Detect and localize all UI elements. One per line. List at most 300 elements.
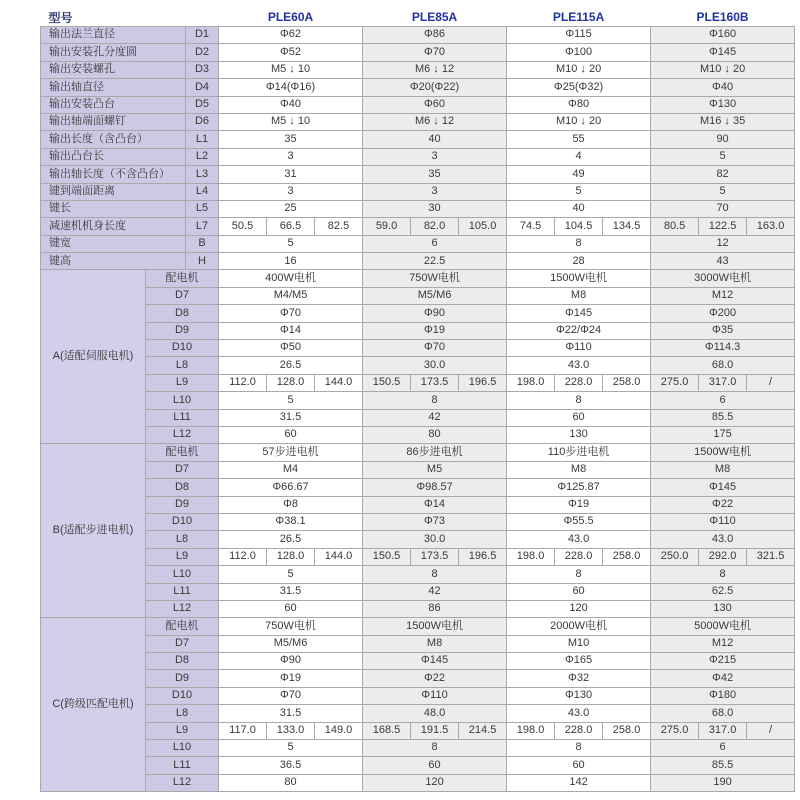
value-cell: Φ145 [507, 305, 651, 322]
value-cell: 85.5 [651, 409, 795, 426]
value-cell: 173.5 [411, 374, 459, 391]
value-cell: 750W电机 [363, 270, 507, 287]
value-cell: M8 [651, 461, 795, 478]
value-cell: 35 [219, 131, 363, 148]
value-cell: 8 [363, 740, 507, 757]
value-cell: 60 [219, 426, 363, 443]
table-row [41, 235, 795, 252]
value-cell: 258.0 [603, 374, 651, 391]
value-cell: Φ90 [219, 653, 363, 670]
value-cell: 5 [219, 740, 363, 757]
row-code: L8 [146, 357, 219, 374]
row-code: L9 [146, 548, 219, 565]
value-cell: 4 [507, 148, 651, 165]
value-cell: Φ70 [363, 340, 507, 357]
value-cell: M10 ↓ 20 [507, 61, 651, 78]
value-cell: 191.5 [411, 722, 459, 739]
row-code: L7 [186, 218, 219, 235]
table-row [41, 79, 795, 96]
value-cell: 62.5 [651, 583, 795, 600]
value-cell: 70 [651, 200, 795, 217]
table-row [41, 444, 795, 461]
value-cell: Φ130 [651, 96, 795, 113]
value-cell: 31 [219, 166, 363, 183]
value-cell: 228.0 [555, 548, 603, 565]
value-cell: 120 [363, 774, 507, 791]
value-cell: M12 [651, 287, 795, 304]
row-code: L4 [186, 183, 219, 200]
row-code: L10 [146, 740, 219, 757]
value-cell: 198.0 [507, 548, 555, 565]
value-cell: Φ22 [363, 670, 507, 687]
table-row [41, 670, 795, 687]
value-cell: 40 [363, 131, 507, 148]
table-row [41, 27, 795, 44]
table-row [41, 148, 795, 165]
value-cell: 2000W电机 [507, 618, 651, 635]
value-cell: 68.0 [651, 357, 795, 374]
value-cell: Φ145 [651, 479, 795, 496]
table-row [41, 722, 795, 739]
value-cell: Φ14(Φ16) [219, 79, 363, 96]
value-cell: 144.0 [315, 374, 363, 391]
row-code: D10 [146, 687, 219, 704]
value-cell: 250.0 [651, 548, 699, 565]
value-cell: 8 [507, 235, 651, 252]
value-cell: M8 [507, 287, 651, 304]
value-cell: 133.0 [267, 722, 315, 739]
row-label: 输出凸台长 [41, 148, 186, 165]
row-code: L2 [186, 148, 219, 165]
value-cell: Φ130 [507, 687, 651, 704]
table-row [41, 61, 795, 78]
table-row [41, 322, 795, 339]
value-cell: 275.0 [651, 722, 699, 739]
section-label: C(跨级匹配电机) [41, 618, 146, 792]
value-cell: 35 [363, 166, 507, 183]
table-row [41, 513, 795, 530]
table-row [41, 757, 795, 774]
value-cell: 400W电机 [219, 270, 363, 287]
value-cell: 8 [507, 566, 651, 583]
value-cell: Φ200 [651, 305, 795, 322]
value-cell: 8 [363, 566, 507, 583]
value-cell: 317.0 [699, 722, 747, 739]
table-row [41, 461, 795, 478]
spec-table-body [41, 27, 795, 792]
value-cell: M5/M6 [363, 287, 507, 304]
section-label: A(适配伺服电机) [41, 270, 146, 444]
value-cell: M6 ↓ 12 [363, 61, 507, 78]
row-code: L5 [186, 200, 219, 217]
value-cell: Φ110 [507, 340, 651, 357]
value-cell: 36.5 [219, 757, 363, 774]
value-cell: Φ110 [651, 513, 795, 530]
row-code: D2 [186, 44, 219, 61]
row-code: L12 [146, 426, 219, 443]
value-cell: 1500W电机 [507, 270, 651, 287]
value-cell: Φ70 [363, 44, 507, 61]
value-cell: M4 [219, 461, 363, 478]
value-cell: 82 [651, 166, 795, 183]
value-cell: Φ40 [219, 96, 363, 113]
value-cell: M6 ↓ 12 [363, 113, 507, 130]
value-cell: M8 [363, 635, 507, 652]
table-row [41, 600, 795, 617]
row-code: D9 [146, 322, 219, 339]
value-cell: 134.5 [603, 218, 651, 235]
value-cell: 30.0 [363, 531, 507, 548]
row-code: L8 [146, 531, 219, 548]
row-code: L9 [146, 722, 219, 739]
value-cell: M10 ↓ 20 [651, 61, 795, 78]
row-code: B [186, 235, 219, 252]
value-cell: 196.5 [459, 548, 507, 565]
value-cell: 5 [219, 235, 363, 252]
value-cell: 60 [219, 600, 363, 617]
value-cell: Φ66.67 [219, 479, 363, 496]
value-cell: M16 ↓ 35 [651, 113, 795, 130]
model-header-ple115a: PLE115A [507, 8, 651, 27]
value-cell: M5 ↓ 10 [219, 113, 363, 130]
value-cell: 31.5 [219, 409, 363, 426]
row-code: 配电机 [146, 270, 219, 287]
value-cell: 74.5 [507, 218, 555, 235]
value-cell: 1500W电机 [651, 444, 795, 461]
row-code: D10 [146, 340, 219, 357]
value-cell: 28 [507, 253, 651, 270]
value-cell: 142 [507, 774, 651, 791]
value-cell: 43.0 [651, 531, 795, 548]
value-cell: Φ215 [651, 653, 795, 670]
value-cell: Φ40 [651, 79, 795, 96]
value-cell: 31.5 [219, 705, 363, 722]
section-label: B(适配步进电机) [41, 444, 146, 618]
value-cell: Φ60 [363, 96, 507, 113]
value-cell: 321.5 [747, 548, 795, 565]
value-cell: Φ145 [651, 44, 795, 61]
row-code: D8 [146, 479, 219, 496]
value-cell: 8 [651, 566, 795, 583]
value-cell: M5 [363, 461, 507, 478]
value-cell: Φ14 [219, 322, 363, 339]
value-cell: Φ32 [507, 670, 651, 687]
table-row [41, 44, 795, 61]
value-cell: 5 [507, 183, 651, 200]
value-cell: Φ35 [651, 322, 795, 339]
table-row [41, 218, 795, 235]
row-code: L9 [146, 374, 219, 391]
value-cell: 86步进电机 [363, 444, 507, 461]
row-code: D7 [146, 287, 219, 304]
value-cell: 86 [363, 600, 507, 617]
value-cell: 43.0 [507, 531, 651, 548]
value-cell: 5 [651, 148, 795, 165]
table-row [41, 653, 795, 670]
value-cell: 43 [651, 253, 795, 270]
value-cell: 80 [219, 774, 363, 791]
value-cell: 214.5 [459, 722, 507, 739]
value-cell: 82.5 [315, 218, 363, 235]
value-cell: 60 [363, 757, 507, 774]
value-cell: 42 [363, 583, 507, 600]
value-cell: M12 [651, 635, 795, 652]
value-cell: 175 [651, 426, 795, 443]
value-cell: 42 [363, 409, 507, 426]
value-cell: 60 [507, 409, 651, 426]
value-cell: 25 [219, 200, 363, 217]
row-code: L11 [146, 583, 219, 600]
value-cell: Φ115 [507, 27, 651, 44]
row-code: L12 [146, 600, 219, 617]
value-cell: 40 [507, 200, 651, 217]
value-cell: Φ62 [219, 27, 363, 44]
value-cell: 60 [507, 583, 651, 600]
row-code: D8 [146, 653, 219, 670]
row-label: 输出轴长度（不含凸台） [41, 166, 186, 183]
row-code: D1 [186, 27, 219, 44]
value-cell: 258.0 [603, 722, 651, 739]
value-cell: Φ22/Φ24 [507, 322, 651, 339]
value-cell: Φ19 [507, 496, 651, 513]
value-cell: Φ70 [219, 687, 363, 704]
value-cell: 150.5 [363, 548, 411, 565]
value-cell: Φ165 [507, 653, 651, 670]
value-cell: Φ14 [363, 496, 507, 513]
table-row [41, 740, 795, 757]
row-code: 配电机 [146, 444, 219, 461]
value-cell: 6 [651, 392, 795, 409]
row-code: D6 [186, 113, 219, 130]
row-code: D5 [186, 96, 219, 113]
value-cell: 90 [651, 131, 795, 148]
row-label: 输出安装凸台 [41, 96, 186, 113]
value-cell: Φ50 [219, 340, 363, 357]
value-cell: 6 [363, 235, 507, 252]
value-cell: 5000W电机 [651, 618, 795, 635]
value-cell: 31.5 [219, 583, 363, 600]
value-cell: 3 [219, 148, 363, 165]
value-cell: 16 [219, 253, 363, 270]
value-cell: 292.0 [699, 548, 747, 565]
value-cell: M8 [507, 461, 651, 478]
value-cell: 3000W电机 [651, 270, 795, 287]
table-row [41, 409, 795, 426]
value-cell: 5 [651, 183, 795, 200]
row-code: D9 [146, 670, 219, 687]
value-cell: Φ80 [507, 96, 651, 113]
value-cell: 3 [219, 183, 363, 200]
value-cell: Φ25(Φ32) [507, 79, 651, 96]
row-code: L8 [146, 705, 219, 722]
row-code: D7 [146, 635, 219, 652]
value-cell: 149.0 [315, 722, 363, 739]
value-cell: 3 [363, 183, 507, 200]
value-cell: Φ125.87 [507, 479, 651, 496]
table-row [41, 531, 795, 548]
value-cell: 168.5 [363, 722, 411, 739]
value-cell: 8 [363, 392, 507, 409]
value-cell: 26.5 [219, 531, 363, 548]
value-cell: 8 [507, 740, 651, 757]
row-label: 输出安装孔分度圆 [41, 44, 186, 61]
value-cell: Φ86 [363, 27, 507, 44]
row-code: L10 [146, 566, 219, 583]
row-label: 输出法兰直径 [41, 27, 186, 44]
value-cell: M4/M5 [219, 287, 363, 304]
table-row [41, 548, 795, 565]
row-code: L3 [186, 166, 219, 183]
value-cell: 66.5 [267, 218, 315, 235]
value-cell: 750W电机 [219, 618, 363, 635]
value-cell: Φ73 [363, 513, 507, 530]
value-cell: Φ180 [651, 687, 795, 704]
value-cell: 82.0 [411, 218, 459, 235]
table-row [41, 113, 795, 130]
table-row [41, 340, 795, 357]
value-cell: Φ52 [219, 44, 363, 61]
value-cell: 1500W电机 [363, 618, 507, 635]
value-cell: Φ42 [651, 670, 795, 687]
value-cell: 150.5 [363, 374, 411, 391]
row-label: 输出轴直径 [41, 79, 186, 96]
value-cell: 144.0 [315, 548, 363, 565]
table-row [41, 479, 795, 496]
row-label: 输出轴端面螺钉 [41, 113, 186, 130]
value-cell: 228.0 [555, 374, 603, 391]
value-cell: 85.5 [651, 757, 795, 774]
value-cell: 43.0 [507, 705, 651, 722]
value-cell: 317.0 [699, 374, 747, 391]
value-cell: 105.0 [459, 218, 507, 235]
value-cell: 6 [651, 740, 795, 757]
model-header-ple85a: PLE85A [363, 8, 507, 27]
value-cell: 112.0 [219, 548, 267, 565]
value-cell: 48.0 [363, 705, 507, 722]
row-label: 键高 [41, 253, 186, 270]
value-cell: 198.0 [507, 722, 555, 739]
value-cell: 130 [651, 600, 795, 617]
table-row [41, 566, 795, 583]
page [40, 8, 795, 792]
table-row [41, 774, 795, 791]
value-cell: 30 [363, 200, 507, 217]
table-row [41, 583, 795, 600]
model-header-ple160b: PLE160B [651, 8, 795, 27]
value-cell: 198.0 [507, 374, 555, 391]
value-cell: 3 [363, 148, 507, 165]
value-cell: 60 [507, 757, 651, 774]
row-code: H [186, 253, 219, 270]
value-cell: 49 [507, 166, 651, 183]
value-cell: 110步进电机 [507, 444, 651, 461]
value-cell: 80.5 [651, 218, 699, 235]
row-code: L1 [186, 131, 219, 148]
value-cell: 12 [651, 235, 795, 252]
model-header-ple60a: PLE60A [219, 8, 363, 27]
value-cell: / [747, 374, 795, 391]
value-cell: Φ8 [219, 496, 363, 513]
value-cell: 5 [219, 566, 363, 583]
table-row [41, 305, 795, 322]
table-row [41, 687, 795, 704]
row-label: 键宽 [41, 235, 186, 252]
value-cell: 130 [507, 426, 651, 443]
value-cell: 173.5 [411, 548, 459, 565]
value-cell: 128.0 [267, 374, 315, 391]
table-row [41, 705, 795, 722]
table-row [41, 496, 795, 513]
value-cell: 228.0 [555, 722, 603, 739]
value-cell: 258.0 [603, 548, 651, 565]
value-cell: 22.5 [363, 253, 507, 270]
value-cell: Φ19 [219, 670, 363, 687]
value-cell: 275.0 [651, 374, 699, 391]
row-label: 键到端面距离 [41, 183, 186, 200]
value-cell: 59.0 [363, 218, 411, 235]
value-cell: 120 [507, 600, 651, 617]
value-cell: 190 [651, 774, 795, 791]
value-cell: 112.0 [219, 374, 267, 391]
value-cell: 122.5 [699, 218, 747, 235]
table-row [41, 270, 795, 287]
value-cell: Φ110 [363, 687, 507, 704]
table-row [41, 166, 795, 183]
value-cell: Φ90 [363, 305, 507, 322]
table-row [41, 287, 795, 304]
table-row [41, 357, 795, 374]
value-cell: 163.0 [747, 218, 795, 235]
value-cell: M10 ↓ 20 [507, 113, 651, 130]
value-cell: M10 [507, 635, 651, 652]
value-cell: Φ38.1 [219, 513, 363, 530]
value-cell: / [747, 722, 795, 739]
value-cell: 80 [363, 426, 507, 443]
value-cell: 30.0 [363, 357, 507, 374]
row-code: D4 [186, 79, 219, 96]
row-label: 输出安装螺孔 [41, 61, 186, 78]
table-row [41, 635, 795, 652]
row-code: L10 [146, 392, 219, 409]
value-cell: 55 [507, 131, 651, 148]
row-label: 输出长度（含凸台） [41, 131, 186, 148]
spec-table [40, 8, 795, 792]
value-cell: 50.5 [219, 218, 267, 235]
value-cell: Φ70 [219, 305, 363, 322]
row-code: L11 [146, 757, 219, 774]
row-code: L11 [146, 409, 219, 426]
value-cell: Φ145 [363, 653, 507, 670]
value-cell: M5/M6 [219, 635, 363, 652]
value-cell: Φ20(Φ22) [363, 79, 507, 96]
value-cell: 5 [219, 392, 363, 409]
table-row [41, 253, 795, 270]
value-cell: 117.0 [219, 722, 267, 739]
header-row [41, 8, 795, 27]
value-cell: 26.5 [219, 357, 363, 374]
row-code: L12 [146, 774, 219, 791]
value-cell: Φ98.57 [363, 479, 507, 496]
model-header-label: 型号 [41, 8, 219, 27]
row-code: D8 [146, 305, 219, 322]
row-code: D9 [146, 496, 219, 513]
table-row [41, 200, 795, 217]
table-row [41, 374, 795, 391]
value-cell: Φ55.5 [507, 513, 651, 530]
table-row [41, 426, 795, 443]
value-cell: 196.5 [459, 374, 507, 391]
row-code: D3 [186, 61, 219, 78]
